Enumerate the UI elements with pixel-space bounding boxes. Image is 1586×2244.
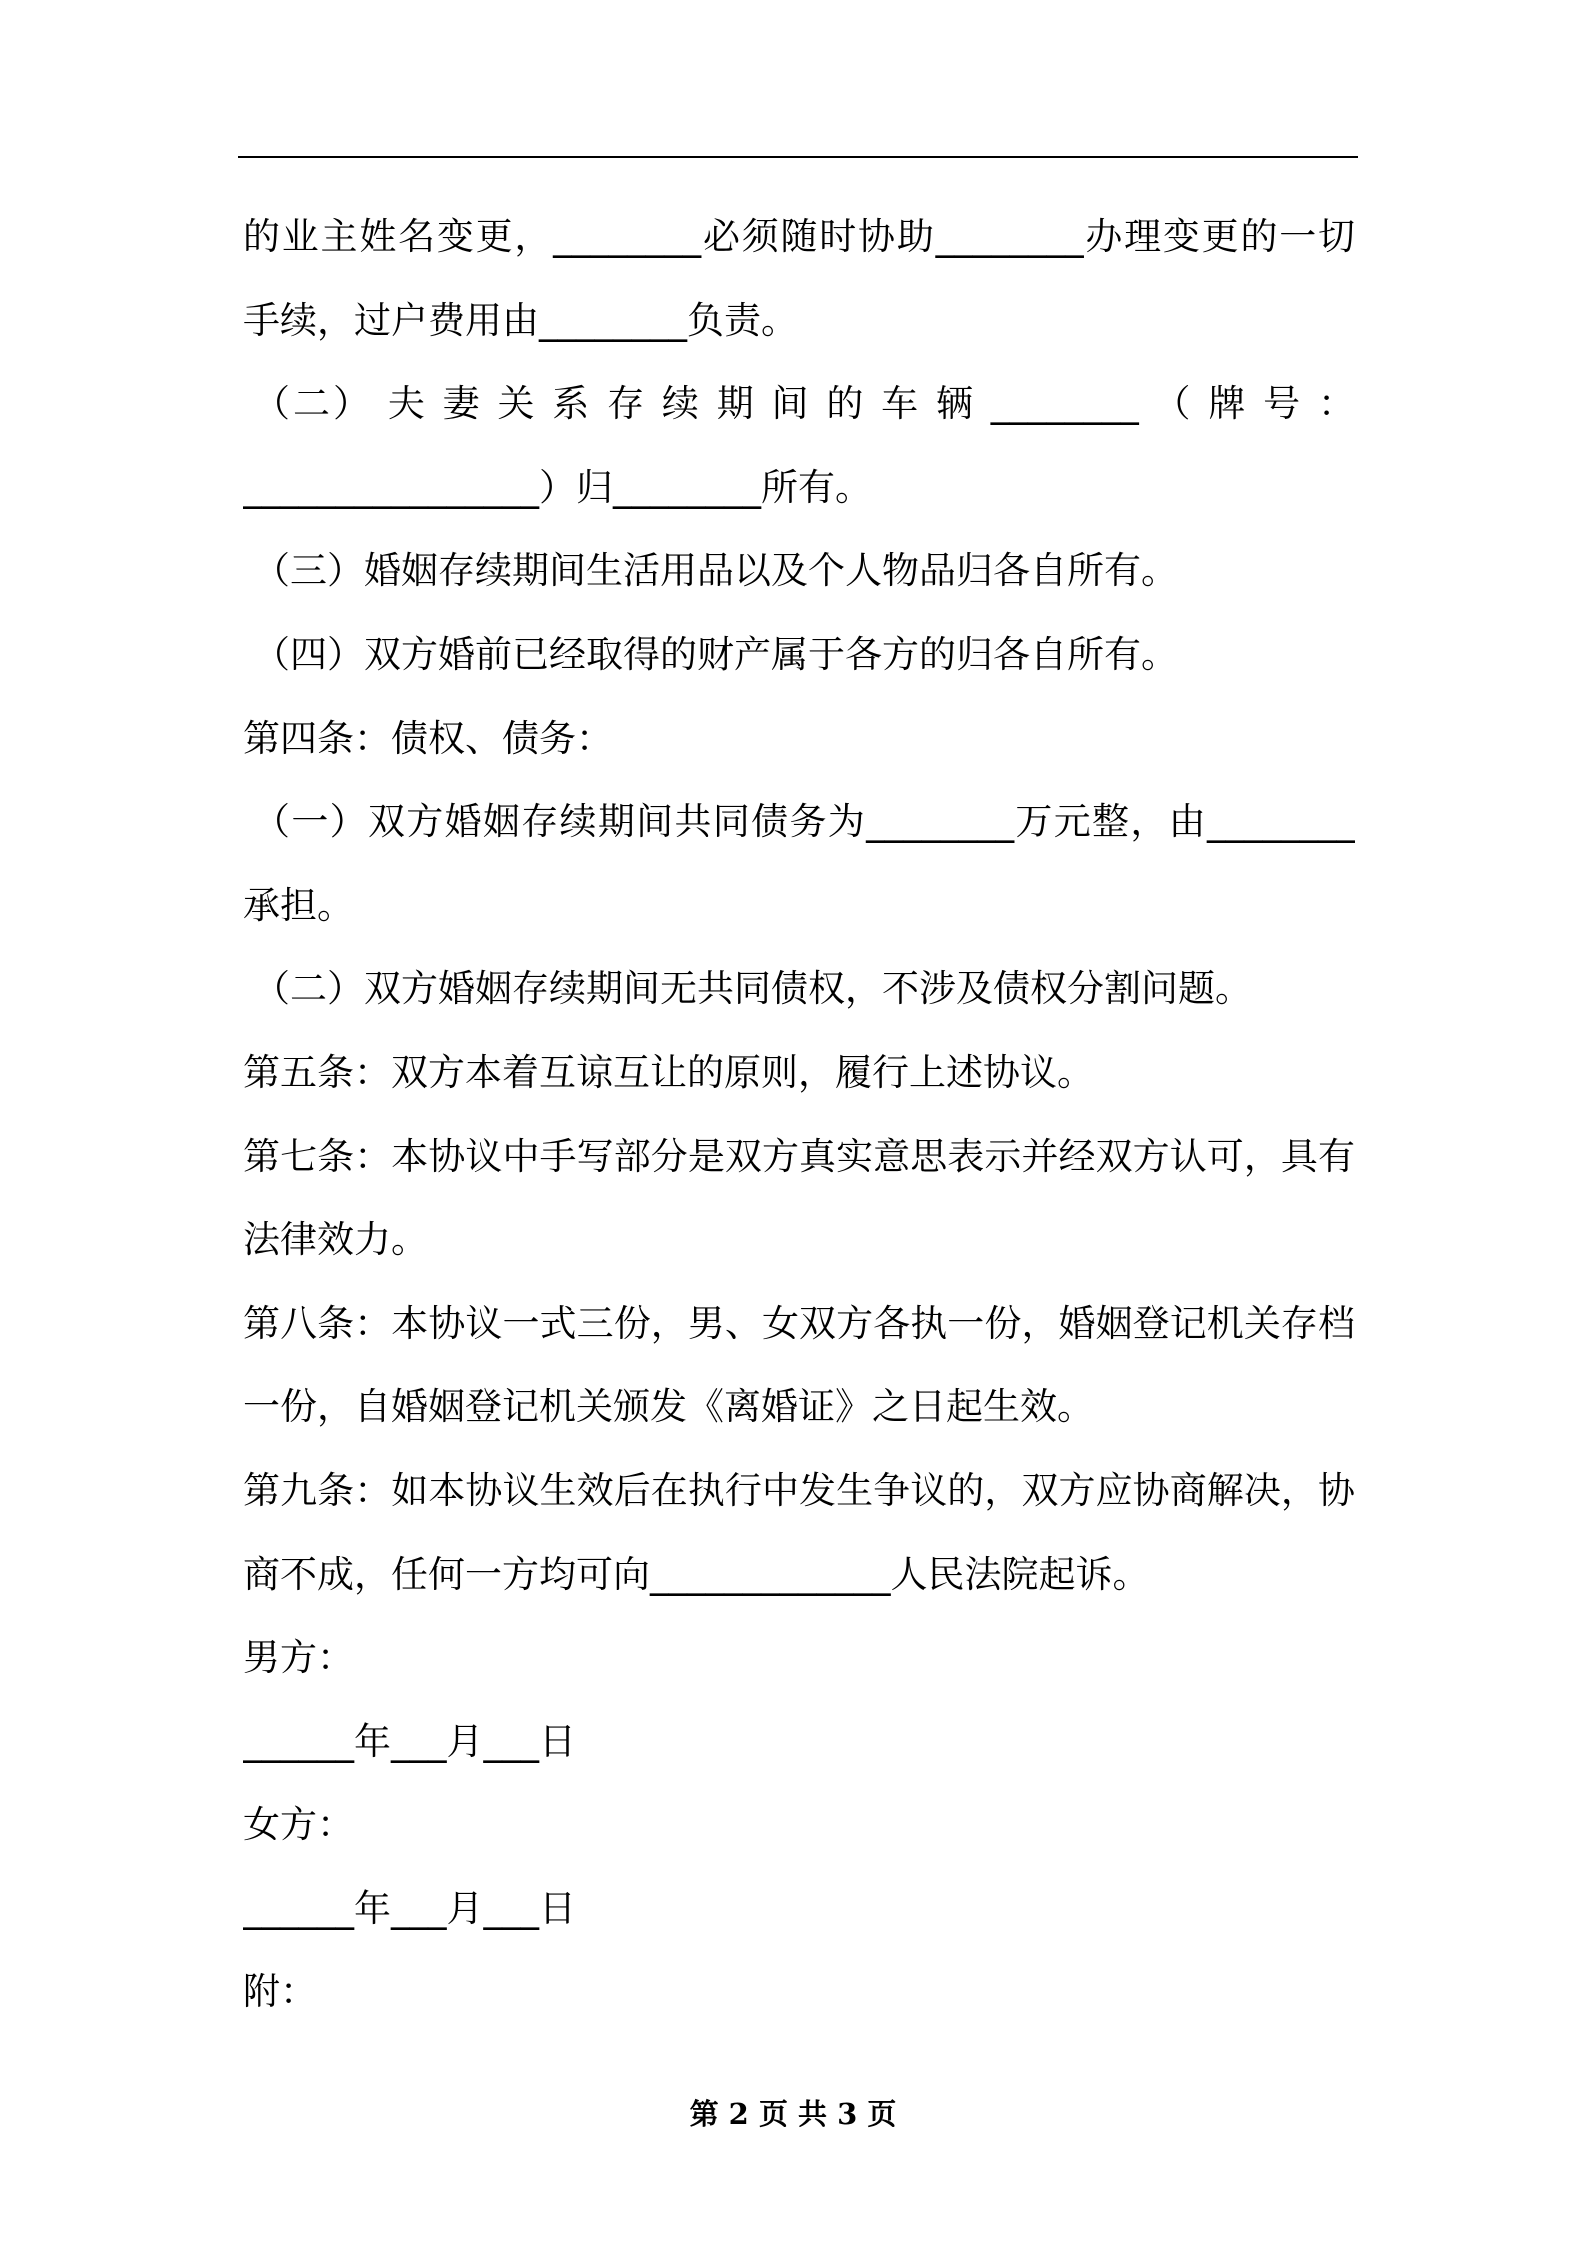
paragraph-line: ________________）归________所有。 xyxy=(243,465,872,509)
female-date-line: ______年___月___日 xyxy=(243,1886,576,1930)
paragraph-line: （二）双方婚姻存续期间无共同债权，不涉及债权分割问题。 xyxy=(253,967,1252,1011)
page-number: 第 2 页 共 3 页 xyxy=(689,2097,897,2131)
paragraph-line: （二） 夫 妻 关 系 存 续 期 间 的 车 辆 ________ （ 牌 号 ： xyxy=(253,382,1355,426)
paragraph-line: （一）双方婚姻存续期间共同债务为________万元整，由________ xyxy=(253,800,1355,844)
male-date-line: ______年___月___日 xyxy=(243,1719,576,1763)
appendix-label: 附： xyxy=(243,1970,317,2014)
paragraph-line: 第七条：本协议中手写部分是双方真实意思表示并经双方认可，具有 xyxy=(243,1134,1355,1178)
paragraph-line: 第五条：双方本着互谅互让的原则，履行上述协议。 xyxy=(243,1050,1094,1094)
header-rule xyxy=(238,156,1358,158)
paragraph-line: 承担。 xyxy=(243,883,354,927)
male-party-label: 男方： xyxy=(243,1636,354,1680)
document-body xyxy=(243,195,1355,2034)
paragraph-line: 的业主姓名变更，________必须随时协助________办理变更的一切 xyxy=(243,215,1355,258)
paragraph-line: 法律效力。 xyxy=(243,1218,428,1262)
paragraph-line: 手续，过户费用由________负责。 xyxy=(243,298,798,342)
paragraph-line: 第八条：本协议一式三份，男、女双方各执一份，婚姻登记机关存档 xyxy=(243,1301,1355,1345)
paragraph-line: 第九条：如本协议生效后在执行中发生争议的，双方应协商解决，协 xyxy=(243,1468,1355,1512)
paragraph-line: 一份，自婚姻登记机关颁发《离婚证》之日起生效。 xyxy=(243,1385,1094,1429)
paragraph-line: （三）婚姻存续期间生活用品以及个人物品归各自所有。 xyxy=(253,549,1178,593)
female-party-label: 女方： xyxy=(243,1803,354,1847)
paragraph-line: （四）双方婚前已经取得的财产属于各方的归各自所有。 xyxy=(253,632,1178,676)
section-heading: 第四条：债权、债务： xyxy=(243,716,613,760)
paragraph-line: 商不成，任何一方均可向_____________人民法院起诉。 xyxy=(243,1552,1150,1596)
